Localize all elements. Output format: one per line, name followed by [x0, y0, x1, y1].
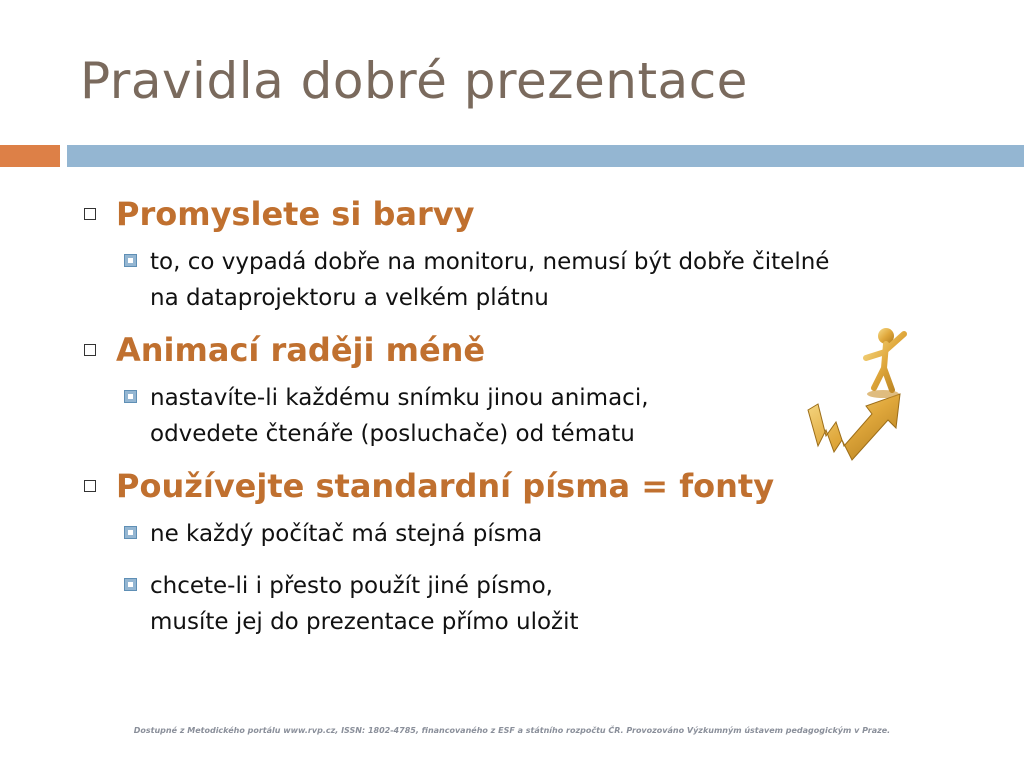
- hollow-square-bullet-icon: [84, 344, 96, 356]
- sub-bullet-line: ne každý počítač má stejná písma: [150, 521, 543, 547]
- sub-bullet: [120, 516, 980, 552]
- bullet-heading: [80, 194, 980, 234]
- sub-bullet-line: to, co vypadá dobře na monitoru, nemusí být dobře čitelné: [150, 249, 830, 275]
- sub-bullet: [120, 568, 980, 640]
- bullet-heading-text: Promyslete si barvy: [116, 195, 475, 233]
- accent-bar-blue: [67, 145, 1024, 167]
- sub-bullet-line: nastavíte-li každému snímku jinou animaci,: [150, 385, 649, 411]
- sub-bullet: [120, 244, 980, 316]
- filled-square-bullet-icon: [124, 526, 137, 539]
- filled-square-bullet-icon: [124, 390, 137, 403]
- bullet-heading-text: Používejte standardní písma = fonty: [116, 467, 775, 505]
- slide-title: Pravidla dobré prezentace: [80, 52, 748, 110]
- filled-square-bullet-icon: [124, 254, 137, 267]
- sub-bullet-line: chcete-li i přesto použít jiné písmo,: [150, 573, 553, 599]
- gold-figure-on-arrow-icon: [800, 318, 930, 468]
- hollow-square-bullet-icon: [84, 208, 96, 220]
- filled-square-bullet-icon: [124, 578, 137, 591]
- bullet-heading-text: Animací raději méně: [116, 331, 486, 369]
- sub-bullet-line: musíte jej do prezentace přímo uložit: [150, 609, 579, 635]
- sub-bullet-line: na dataprojektoru a velkém plátnu: [150, 285, 549, 311]
- bullet-heading: [80, 466, 980, 506]
- footer-attribution: Dostupné z Metodického portálu www.rvp.cz, ISSN: 1802-4785, financovaného z ESF a státního rozpočtu ČR. Provozováno Výzkumným ústavem pedagogickým v Praze.: [133, 726, 891, 735]
- sub-bullet-line: odvedete čtenáře (posluchače) od tématu: [150, 421, 635, 447]
- hollow-square-bullet-icon: [84, 480, 96, 492]
- accent-bar-orange: [0, 145, 60, 167]
